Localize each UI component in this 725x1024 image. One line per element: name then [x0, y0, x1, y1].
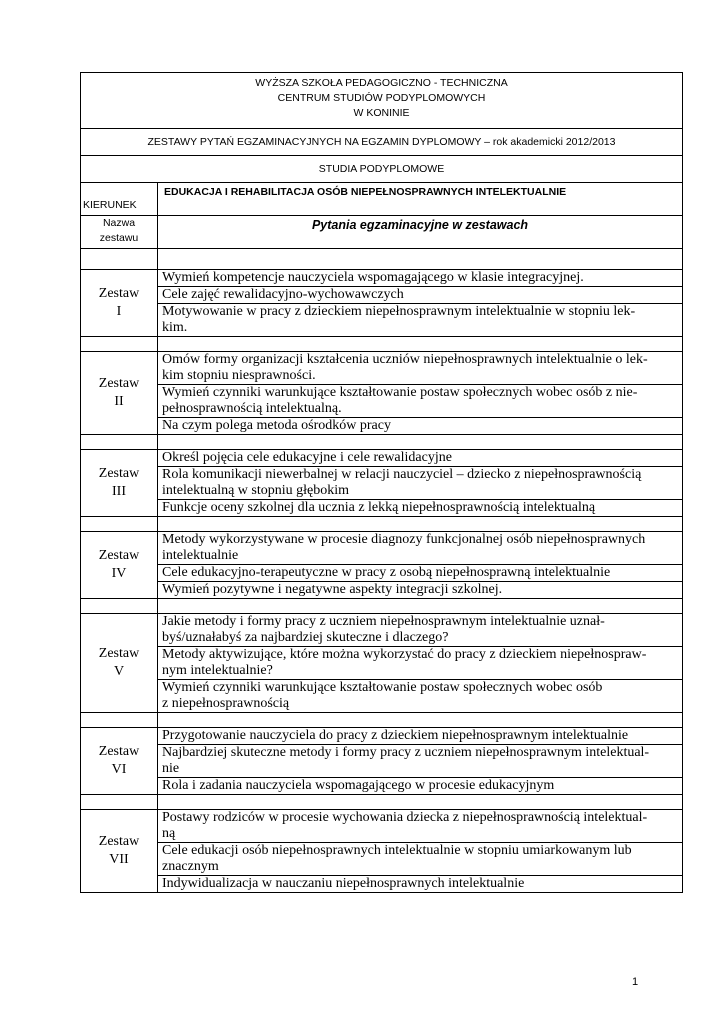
pytania-heading: Pytania egzaminacyjne w zestawach [158, 216, 683, 249]
spacer-cell [81, 337, 158, 352]
question-line: znacznym [162, 859, 219, 874]
question-line: Najbardziej skuteczne metody i formy pracy z uczniem niepełnosprawnym intelektual- [162, 745, 650, 760]
question-row [81, 745, 683, 778]
set-label [81, 450, 158, 517]
question-row [81, 385, 683, 418]
spacer-row [81, 599, 683, 614]
question-cell [158, 385, 683, 418]
spacer-cell [158, 337, 683, 352]
question-cell [158, 532, 683, 565]
set-label-line: Zestaw [98, 646, 140, 661]
question-row [81, 418, 683, 435]
spacer-cell [158, 435, 683, 450]
exam-title: ZESTAWY PYTAŃ EGZAMINACYJNYCH NA EGZAMIN DYPLOMOWY – rok akademicki 2012/2013 [81, 129, 683, 156]
question-line: z niepełnosprawnością [162, 696, 290, 711]
kierunek-label: KIERUNEK [81, 183, 158, 216]
set-label-line: III [112, 484, 126, 499]
question-line: pełnosprawnością intelektualną. [162, 401, 342, 416]
question-row [81, 728, 683, 745]
question-line: intelektualną w stopniu głębokim [162, 483, 350, 498]
spacer-cell [81, 249, 158, 270]
question-row [81, 500, 683, 517]
set-label-line: II [114, 394, 124, 409]
set-label [81, 810, 158, 893]
page-number: 1 [632, 976, 639, 988]
set-label-line: Zestaw [98, 834, 140, 849]
kierunek-value: EDUKACJA I REHABILITACJA OSÓB NIEPEŁNOSPRAWNYCH INTELEKTUALNIE [158, 183, 683, 216]
spacer-row [81, 517, 683, 532]
question-cell [158, 565, 683, 582]
set-label-line: V [113, 664, 125, 679]
question-line: Na czym polega metoda ośrodków pracy [162, 418, 391, 433]
question-row [81, 843, 683, 876]
spacer-cell [158, 795, 683, 810]
question-cell [158, 287, 683, 304]
question-cell [158, 304, 683, 337]
question-line: intelektualnie [162, 548, 239, 563]
question-row [81, 647, 683, 680]
question-line: Wymień czynniki warunkujące kształtowanie postaw społecznych wobec osób [162, 680, 603, 695]
spacer-cell [158, 713, 683, 728]
city-line: W KONINIE [353, 107, 410, 119]
set-label-line: Zestaw [98, 466, 140, 481]
question-line: kim. [162, 320, 188, 335]
question-row [81, 270, 683, 287]
question-row [81, 876, 683, 893]
spacer-cell [81, 599, 158, 614]
nazwa-line: Nazwa [102, 217, 136, 229]
studia-label: STUDIA PODYPLOMOWE [81, 156, 683, 183]
question-cell [158, 450, 683, 467]
question-line: kim stopniu niesprawności. [162, 368, 316, 383]
question-row [81, 582, 683, 599]
question-row [81, 287, 683, 304]
set-label [81, 352, 158, 435]
spacer-cell [81, 713, 158, 728]
question-cell [158, 467, 683, 500]
set-label-line: Zestaw [98, 376, 140, 391]
question-line: ną [162, 826, 176, 841]
set-label [81, 728, 158, 795]
center-line: CENTRUM STUDIÓW PODYPLOMOWYCH [277, 92, 486, 104]
spacer-cell [81, 435, 158, 450]
spacer-cell [158, 599, 683, 614]
question-cell [158, 500, 683, 517]
question-row [81, 304, 683, 337]
question-line: Rola i zadania nauczyciela wspomagającego w procesie edukacyjnym [162, 778, 555, 793]
question-line: nie [162, 761, 180, 776]
question-row [81, 680, 683, 713]
spacer-cell [158, 249, 683, 270]
spacer-row [81, 337, 683, 352]
question-cell [158, 614, 683, 647]
set-label-line: VI [111, 762, 127, 777]
question-cell [158, 728, 683, 745]
university-header [81, 73, 683, 129]
question-line: Wymień czynniki warunkujące kształtowanie postaw społecznych wobec osób z nie- [162, 385, 638, 400]
question-row [81, 352, 683, 385]
question-line: Motywowanie w pracy z dzieckiem niepełnosprawnym intelektualnie w stopniu lek- [162, 304, 636, 319]
spacer-row [81, 249, 683, 270]
question-line: Rola komunikacji niewerbalnej w relacji nauczyciel – dziecko z niepełnosprawnością [162, 467, 642, 482]
question-row [81, 565, 683, 582]
question-cell [158, 647, 683, 680]
question-line: Indywidualizacja w nauczaniu niepełnosprawnych intelektualnie [162, 876, 525, 891]
question-row [81, 810, 683, 843]
set-label-line: IV [111, 566, 127, 581]
question-row [81, 450, 683, 467]
question-cell [158, 876, 683, 893]
question-line: Przygotowanie nauczyciela do pracy z dzieckiem niepełnosprawnym intelektualnie [162, 728, 629, 743]
set-label [81, 270, 158, 337]
question-line: Cele edukacji osób niepełnosprawnych intelektualnie w stopniu umiarkowanym lub [162, 843, 632, 858]
question-cell [158, 270, 683, 287]
question-line: Wymień pozytywne i negatywne aspekty integracji szkolnej. [162, 582, 503, 597]
set-label-line: Zestaw [98, 548, 140, 563]
zestawu-line: zestawu [99, 232, 139, 244]
exam-table [80, 72, 683, 893]
set-label-line: I [116, 304, 122, 319]
question-line: Wymień kompetencje nauczyciela wspomagającego w klasie integracyjnej. [162, 270, 584, 285]
question-cell [158, 810, 683, 843]
question-line: byś/uznałabyś za najbardziej skuteczne i dlaczego? [162, 630, 449, 645]
question-row [81, 614, 683, 647]
question-line: Postawy rodziców w procesie wychowania dziecka z niepełnosprawnością intelektual- [162, 810, 648, 825]
spacer-cell [158, 517, 683, 532]
spacer-row [81, 435, 683, 450]
spacer-cell [81, 795, 158, 810]
question-line: Określ pojęcia cele edukacyjne i cele rewalidacyjne [162, 450, 452, 465]
spacer-row [81, 713, 683, 728]
question-cell [158, 745, 683, 778]
question-cell [158, 680, 683, 713]
set-label-line: Zestaw [98, 744, 140, 759]
question-cell [158, 582, 683, 599]
question-line: Funkcje oceny szkolnej dla ucznia z lekką niepełnosprawnością intelektualną [162, 500, 596, 515]
question-row [81, 467, 683, 500]
set-label [81, 532, 158, 599]
question-cell [158, 418, 683, 435]
spacer-cell [81, 517, 158, 532]
set-label [81, 614, 158, 713]
question-cell [158, 843, 683, 876]
question-line: nym intelektualnie? [162, 663, 273, 678]
question-line: Omów formy organizacji kształcenia uczniów niepełnosprawnych intelektualnie o lek- [162, 352, 648, 367]
nazwa-zestawu-label [81, 216, 158, 249]
question-line: Jakie metody i formy pracy z uczniem niepełnosprawnym intelektualnie uznał- [162, 614, 605, 629]
question-line: Cele edukacyjno-terapeutyczne w pracy z osobą niepełnosprawną intelektualnie [162, 565, 611, 580]
set-label-line: VII [109, 852, 129, 867]
exam-sheet [80, 72, 682, 893]
question-cell [158, 352, 683, 385]
question-line: Metody wykorzystywane w procesie diagnozy funkcjonalnej osób niepełnosprawnych [162, 532, 646, 547]
question-cell [158, 778, 683, 795]
question-row [81, 532, 683, 565]
question-row [81, 778, 683, 795]
set-label-line: Zestaw [98, 286, 140, 301]
spacer-row [81, 795, 683, 810]
question-line: Metody aktywizujące, które można wykorzystać do pracy z dzieckiem niepełnospraw- [162, 647, 647, 662]
university-line: WYŻSZA SZKOŁA PEDAGOGICZNO - TECHNICZNA [255, 77, 508, 89]
question-line: Cele zajęć rewalidacyjno-wychowawczych [162, 287, 404, 302]
